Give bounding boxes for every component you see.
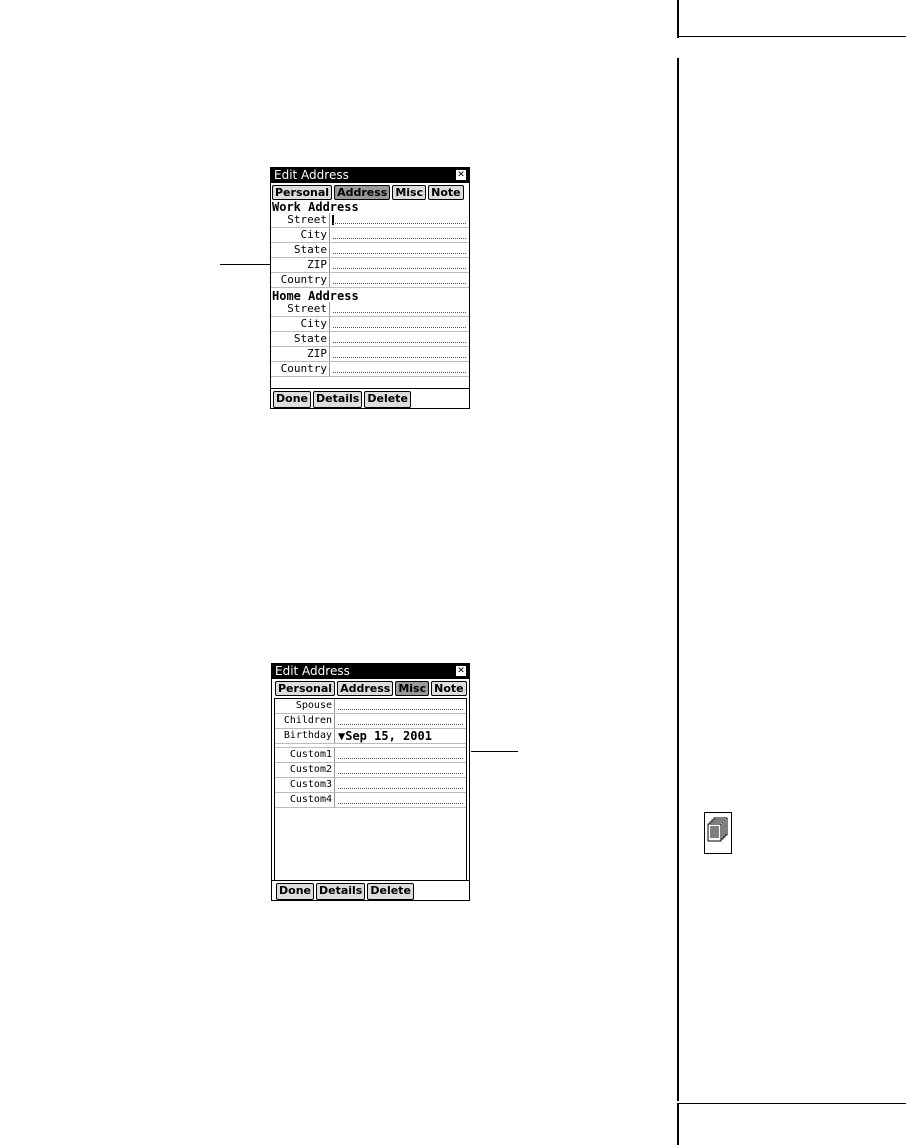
tab-personal[interactable]: Personal [275,681,335,696]
crop-mark [679,36,906,37]
spouse-row [275,699,466,714]
custom2-row [275,763,466,778]
title-bar [271,168,469,183]
field-label: Custom4 [275,793,335,807]
edit-address-window-address-tab [270,167,470,409]
work-state-field[interactable] [332,243,467,257]
button-bar [271,388,469,408]
home-zip-row [271,347,469,362]
done-button[interactable]: Done [276,883,314,900]
details-button[interactable]: Details [313,391,362,408]
field-label: City [271,228,330,242]
crop-mark [679,1103,906,1104]
work-country-row [271,273,469,288]
callout-line [471,751,518,752]
home-state-row [271,332,469,347]
work-zip-field[interactable] [332,258,467,272]
field-label: Children [275,714,335,728]
tab-bar [272,679,469,696]
field-label: Spouse [275,699,335,713]
spouse-field[interactable] [337,699,464,713]
tab-personal[interactable]: Personal [272,185,332,200]
home-zip-field[interactable] [332,347,467,361]
work-country-field[interactable] [332,273,467,287]
misc-fields-panel [274,698,467,881]
tab-misc[interactable]: Misc [392,185,426,200]
birthday-picker[interactable]: ▼Sep 15, 2001 [338,729,432,743]
field-label: Country [271,273,330,287]
delete-button[interactable]: Delete [364,391,411,408]
home-city-row [271,317,469,332]
crop-mark [677,0,679,38]
tab-bar [271,183,469,200]
field-label: ZIP [271,347,330,361]
details-button[interactable]: Details [316,883,365,900]
delete-button[interactable]: Delete [367,883,414,900]
children-field[interactable] [337,714,464,728]
field-label: State [271,243,330,257]
callout-line [220,264,270,265]
field-label: State [271,332,330,346]
crop-mark [677,1103,679,1145]
home-street-row [271,302,469,317]
work-zip-row [271,258,469,273]
close-icon[interactable]: ✕ [457,170,465,180]
custom4-row [275,793,466,808]
window-title: Edit Address [275,664,350,678]
field-label: ZIP [271,258,330,272]
work-city-field[interactable] [332,228,467,242]
custom4-field[interactable] [337,793,464,807]
title-bar [272,664,469,679]
tab-address[interactable]: Address [334,185,390,200]
custom2-field[interactable] [337,763,464,777]
field-label: Custom3 [275,778,335,792]
home-city-field[interactable] [332,317,467,331]
home-street-field[interactable] [332,302,467,316]
home-state-field[interactable] [332,332,467,346]
tab-address[interactable]: Address [337,681,393,696]
work-address-heading: Work Address [272,200,359,214]
work-street-row [271,213,469,228]
done-button[interactable]: Done [273,391,311,408]
tab-note[interactable]: Note [428,185,463,200]
custom1-field[interactable] [337,748,464,762]
field-label: Country [271,362,330,376]
window-title: Edit Address [274,168,349,182]
field-label: Custom2 [275,763,335,777]
work-street-field[interactable] [332,213,467,227]
children-row [275,714,466,729]
margin-rule [677,58,679,1101]
close-icon[interactable]: ✕ [457,666,465,676]
work-state-row [271,243,469,258]
custom1-row [275,748,466,763]
button-bar [272,880,469,900]
home-country-field[interactable] [332,362,467,376]
document-stack-icon [704,812,732,854]
tab-misc[interactable]: Misc [395,681,429,696]
work-city-row [271,228,469,243]
field-label: City [271,317,330,331]
field-label: Street [271,302,330,316]
birthday-row [275,729,466,744]
home-country-row [271,362,469,377]
custom3-row [275,778,466,793]
home-address-heading: Home Address [272,289,359,303]
custom3-field[interactable] [337,778,464,792]
edit-address-window-misc-tab [271,663,470,901]
field-label: Custom1 [275,748,335,762]
tab-note[interactable]: Note [431,681,466,696]
field-label: Street [271,213,330,227]
field-label: Birthday [275,729,335,743]
